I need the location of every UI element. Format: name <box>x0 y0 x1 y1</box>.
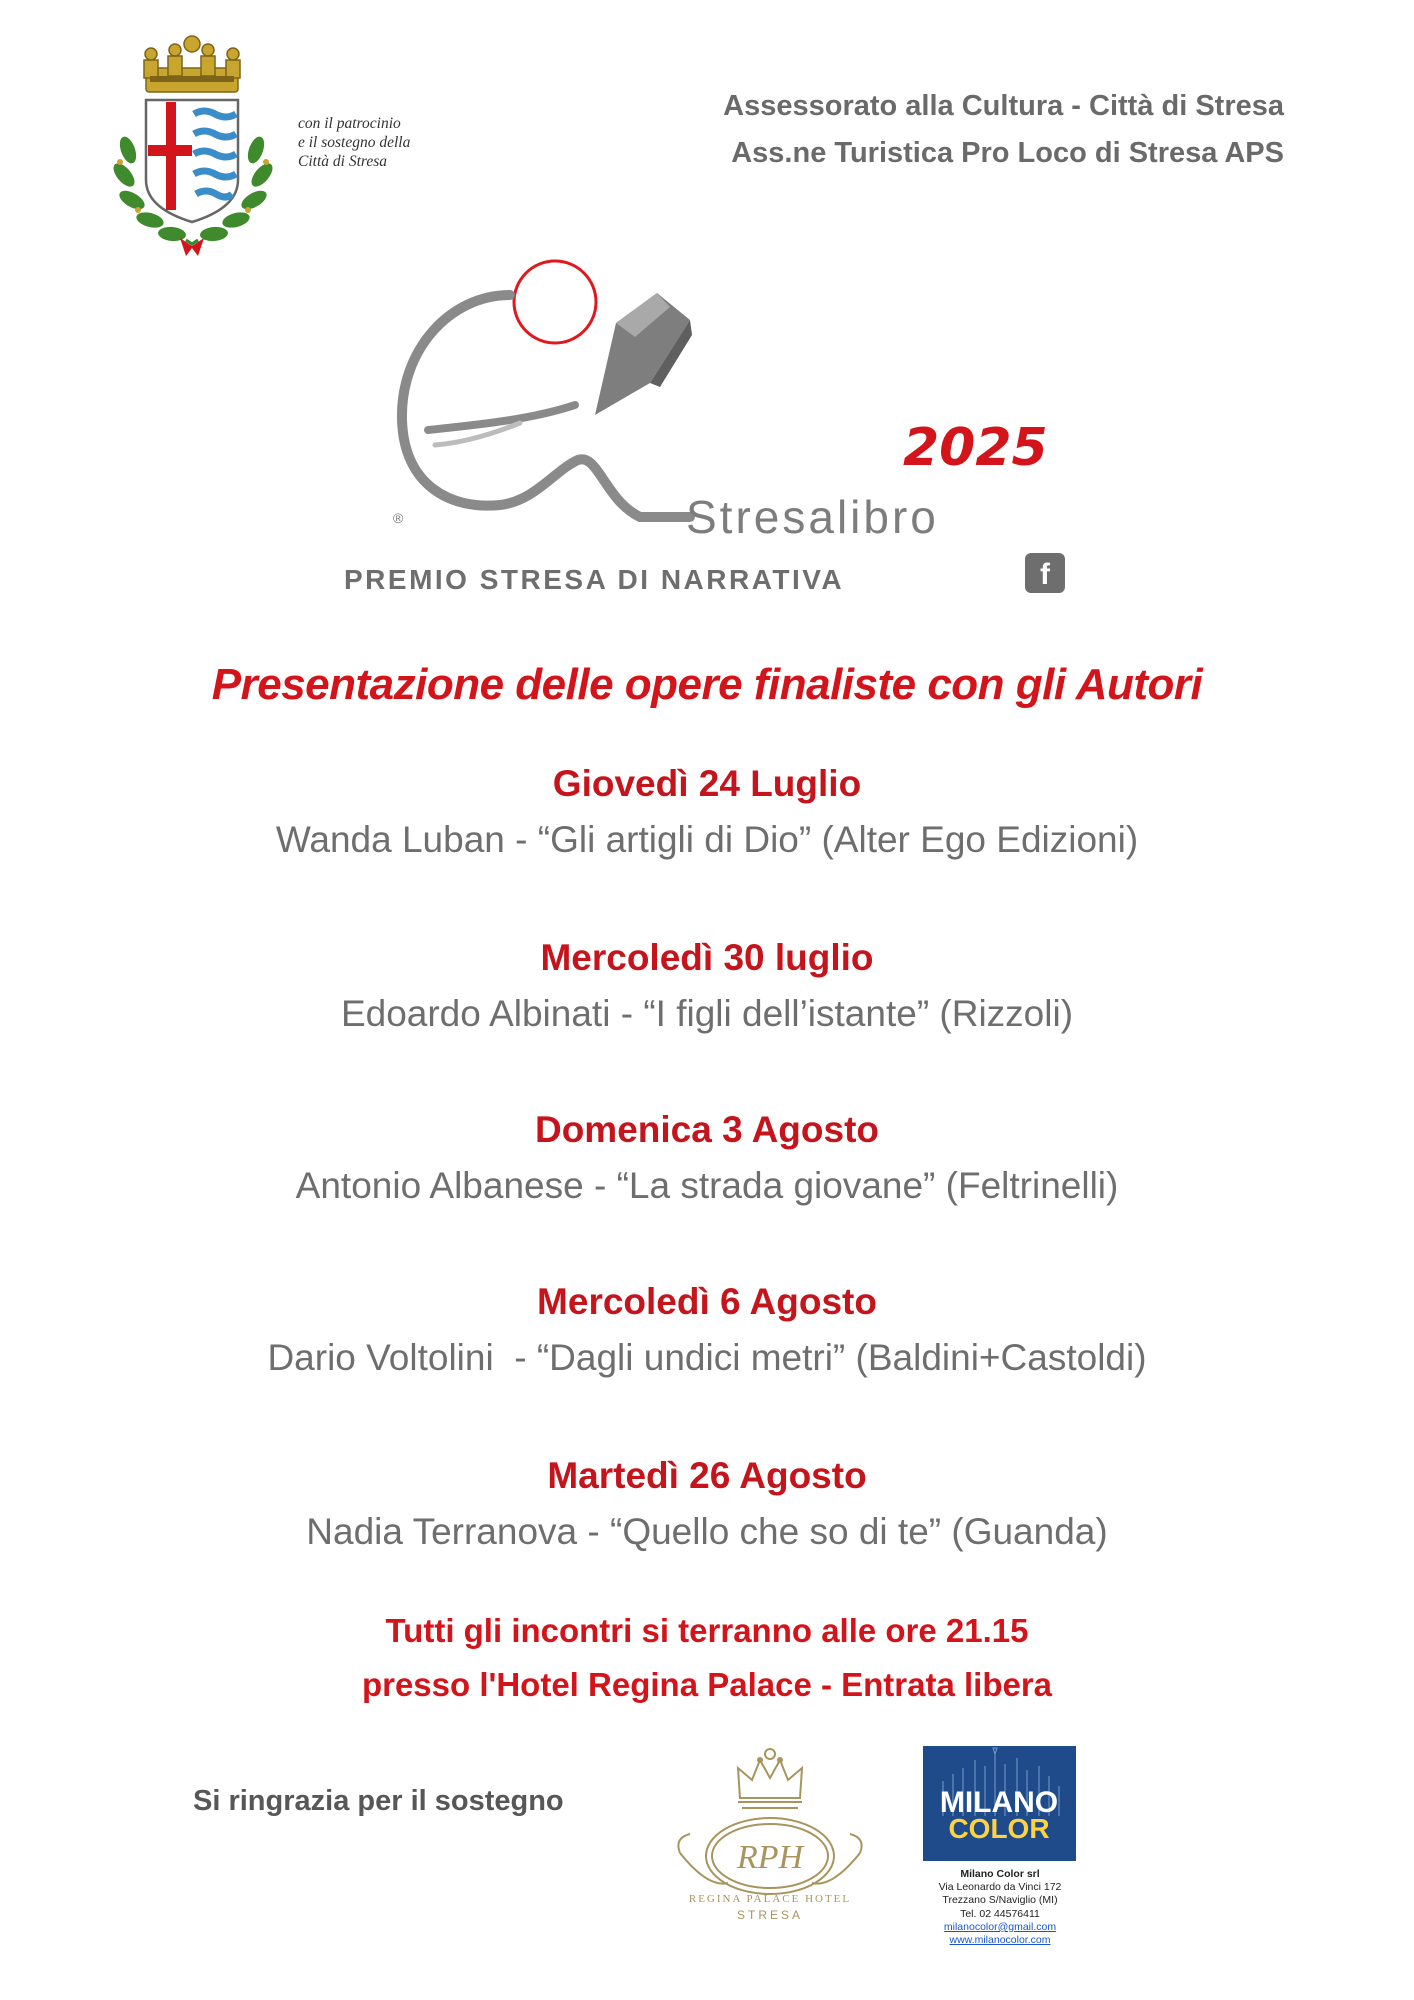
event-item <box>0 756 1414 868</box>
brand-name: Stresalibro <box>686 491 939 543</box>
event-date: Domenica 3 Agosto <box>534 1109 880 1150</box>
color-logo-text: COLOR <box>948 1813 1050 1844</box>
regina-city: STRESA <box>736 1908 804 1922</box>
patronage-line-2: e il sostegno della <box>298 134 411 151</box>
company-phone: Tel. 02 44576411 <box>960 1907 1040 1920</box>
sponsor-thanks: Si ringrazia per il sostegno <box>193 1785 564 1817</box>
footer-line-1: Tutti gli incontri si terranno alle ore 21.15 <box>385 1612 1029 1649</box>
event-description: Nadia Terranova - “Quello che so di te” (Guanda) <box>306 1511 1108 1552</box>
regina-palace-logo <box>668 1738 873 1923</box>
event-description: Edoardo Albinati - “I figli dell’istante” (Rizzoli) <box>340 993 1074 1034</box>
patronage-note <box>298 114 458 171</box>
organizer-line-2: Ass.ne Turistica Pro Loco di Stresa APS <box>731 137 1284 169</box>
regina-ribbon: REGINA PALACE HOTEL <box>688 1893 852 1905</box>
page-headline: Presentazione delle opere finaliste con gli Autori <box>211 660 1203 709</box>
event-description: Wanda Luban - “Gli artigli di Dio” (Alter Ego Edizioni) <box>275 819 1139 860</box>
company-address-1: Via Leonardo da Vinci 172 <box>938 1881 1062 1894</box>
event-item <box>0 1274 1414 1386</box>
event-item <box>0 1102 1414 1214</box>
milano-color-info <box>910 1868 1090 1947</box>
footer-line-2: presso l'Hotel Regina Palace - Entrata libera <box>361 1666 1053 1703</box>
event-item <box>0 1448 1414 1560</box>
registered-mark: ® <box>393 510 404 526</box>
regina-monogram: RPH <box>736 1839 804 1876</box>
event-description: Dario Voltolini - “Dagli undici metri” (Baldini+Castoldi) <box>267 1337 1147 1378</box>
stresalibro-logo-icon <box>380 255 720 540</box>
milano-logo-text: MILANO <box>939 1786 1059 1819</box>
milano-color-skyline-icon <box>923 1746 1076 1861</box>
company-email-link[interactable]: milanocolor@gmail.com <box>943 1920 1057 1933</box>
company-website-link[interactable]: www.milanocolor.com <box>949 1934 1051 1947</box>
company-address-2: Trezzano S/Naviglio (MI) <box>942 1894 1058 1907</box>
event-date: Martedì 26 Agosto <box>547 1455 867 1496</box>
company-name: Milano Color srl <box>960 1868 1040 1880</box>
milano-color-logo <box>923 1746 1076 1861</box>
event-description: Antonio Albanese - “La strada giovane” (Feltrinelli) <box>295 1165 1119 1206</box>
facebook-icon[interactable]: f <box>1025 553 1065 593</box>
event-date: Mercoledì 6 Agosto <box>537 1281 877 1322</box>
event-date: Giovedì 24 Luglio <box>552 763 862 804</box>
prize-subtitle: PREMIO STRESA DI NARRATIVA <box>344 564 845 595</box>
event-date: Mercoledì 30 luglio <box>540 937 874 978</box>
organizer-line-1: Assessorato alla Cultura - Città di Stresa <box>723 90 1284 122</box>
city-coat-of-arms <box>98 30 288 260</box>
patronage-line-3: Città di Stresa <box>298 153 387 170</box>
patronage-line-1: con il patrocinio <box>298 115 401 132</box>
event-item <box>0 930 1414 1042</box>
edition-year: 2025 <box>903 418 1048 478</box>
